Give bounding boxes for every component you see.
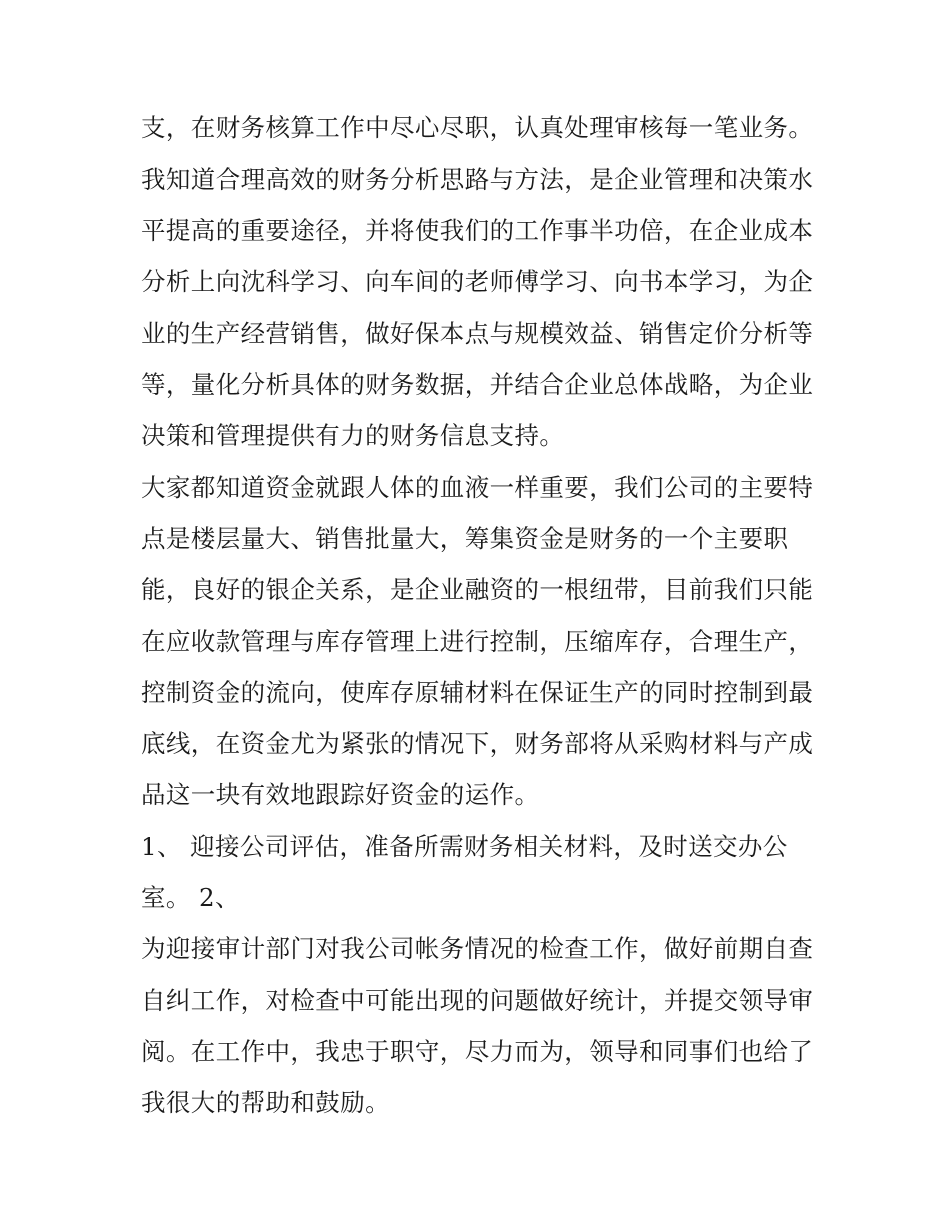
text-line: 控制资金的流向，使库存原辅材料在保证生产的同时控制到最 [141,678,814,707]
text-line: 决策和管理提供有力的财务信息支持。 [141,421,565,450]
text-line: 能，良好的银企关系，是企业融资的一根纽带，目前我们只能 [141,575,814,604]
text-line: 等，量化分析具体的财务数据，并结合企业总体战略，为企业 [141,370,814,399]
text-line: 在应收款管理与库存管理上进行控制，压缩库存，合理生产， [141,627,814,656]
text-line: 平提高的重要途径，并将使我们的工作事半功倍，在企业成本 [141,216,814,245]
text-line: 点是楼层量大、销售批量大，筹集资金是财务的一个主要职 [141,524,789,553]
text-line: 支，在财务核算工作中尽心尽职，认真处理审核每一笔业务。 [141,113,814,142]
text-line: 分析上向沈科学习、向车间的老师傅学习、向书本学习，为企 [141,267,814,296]
text-line: 底线，在资金尤为紧张的情况下，财务部将从采购材料与产成 [141,729,814,758]
text-line: 我很大的帮助和鼓励。 [141,1088,390,1117]
list-item-1: 1、 迎接公司评估，准备所需财务相关材料，及时送交办公 [141,832,788,861]
text-line: 为迎接审计部门对我公司帐务情况的检查工作，做好前期自查 [141,934,814,963]
text-line: 业的生产经营销售，做好保本点与规模效益、销售定价分析等 [141,319,814,348]
text-line: 我知道合理高效的财务分析思路与方法，是企业管理和决策水 [141,165,814,194]
text-line: 自纠工作，对检查中可能出现的问题做好统计，并提交领导审 [141,986,814,1015]
text-line: 阅。在工作中，我忠于职守，尽力而为，领导和同事们也给了 [141,1037,814,1066]
list-item-2: 室。 2、 [141,883,240,912]
text-line: 品这一块有效地跟踪好资金的运作。 [141,780,540,809]
text-line: 大家都知道资金就跟人体的血液一样重要，我们公司的主要特 [141,473,814,502]
